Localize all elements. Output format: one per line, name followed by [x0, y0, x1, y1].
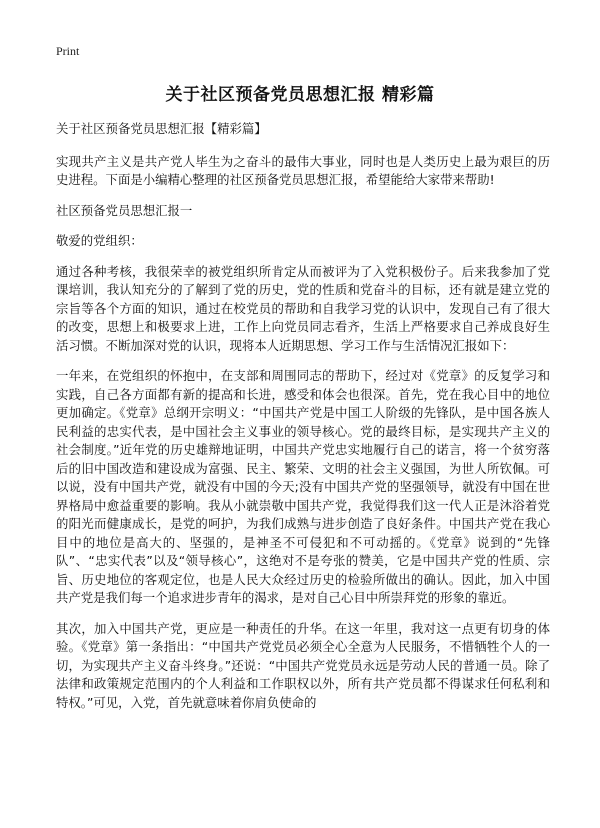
section-heading: 社区预备党员思想汇报一 — [56, 202, 193, 218]
intro-paragraph: 实现共产主义是共产党人毕生为之奋斗的最伟大事业，同时也是人类历史上最为艰巨的历史进程。下面是小编精心整理的社区预备党员思想汇报，希望能给大家带来帮助! — [56, 153, 550, 187]
document-body — [56, 120, 550, 724]
document-title: 关于社区预备党员思想汇报 精彩篇 — [165, 85, 435, 105]
document-subtitle: 关于社区预备党员思想汇报【精彩篇】 — [56, 121, 267, 136]
print-link[interactable]: Print — [56, 44, 80, 58]
body-paragraph: 其次，加入中国共产党，更应是一种责任的升华。在这一年里，我对这一点更有切身的体验。《党章》第一条指出：“中国共产党党员必须全心全意为人民服务，不惜牺牲个人的一切，为实现共产主义奋斗终身。”还说：“中国共产党党员永远是劳动人民的普通一员。除了法律和政策规定范围内的个人利益和工作职权以外，所有共产党员都不得谋求任何私利和特权。”可见，入党，首先就意味着你肩负使命的 — [56, 620, 550, 710]
salutation: 敬爱的党组织： — [56, 233, 143, 248]
body-paragraph: 一年来，在党组织的怀抱中，在支部和周围同志的帮助下，经过对《党章》的反复学习和实践，自己各方面都有新的提高和长进，感受和体会也很深。首先，党在我心目中的地位更加确定。《党章》总纲开宗明义：“中国共产党是中国工人阶级的先锋队，是中国各族人民利益的忠实代表，是中国社会主义事业的领导核心。党的最终目标，是实现共产主义的社会制度。”近年党的历史雄辩地证明，中国共产党忠实地履行自己的诺言，将一个贫穷落后的旧中国改造和建设成为富强、民主、繁荣、文明的社会主义强国，为世人所钦佩。可以说，没有中国共产党，就没有中国的今天;没有中国共产党的坚强领导，就没有中国在世界格局中愈益重要的影响。我从小就崇敬中国共产党，我觉得我们这一代人正是沐浴着党的阳光而健康成长，是党的呵护，为我们成熟与进步创造了良好条件。中国共产党在我心目中的地位是高大的、坚强的，是神圣不可侵犯和不可动摇的。《党章》说到的“先锋队”、“忠实代表”以及“领导核心”，这绝对不是夸张的赞美，它是中国共产党的性质、宗旨、历史地位的客观定位，也是人民大众经过历史的检验所做出的确认。因此，加入中国共产党是我们每一个追求进步青年的渴求，是对自己心目中所崇拜党的形象的靠近。 — [56, 368, 550, 605]
body-paragraph: 通过各种考核，我很荣幸的被党组织所肯定从而被评为了入党积极份子。后来我参加了党课培训，我认知充分的了解到了党的历史，党的性质和党奋斗的目标，还有就是建立党的宗旨等各个方面的知识，通过在校党员的帮助和自我学习党的认识中，发现自己有了很大的改变，思想上和极要求上进，工作上向党员同志看齐，生活上严格要求自己养成良好生活习惯。不断加深对党的认识，现将本人近期思想、学习工作与生活情况汇报如下： — [56, 263, 550, 353]
